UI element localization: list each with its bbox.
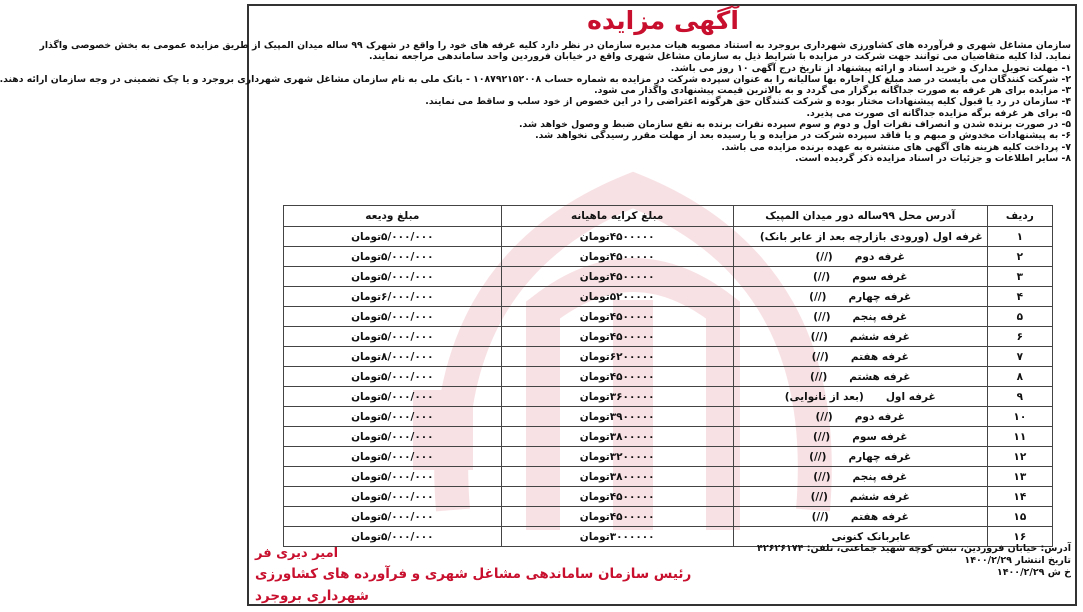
cell-row-number: ۲ bbox=[987, 247, 1052, 267]
cell-address-main: غرفه هشتم bbox=[849, 370, 911, 383]
cell-deposit: ۵/۰۰۰/۰۰۰تومان bbox=[284, 467, 502, 487]
table-row bbox=[284, 467, 1053, 487]
table-header-row bbox=[284, 206, 1053, 227]
intro-line: ۷- پرداخت کلیه هزینه های آگهی های منتشره به عهده برنده مزایده می باشد. bbox=[721, 141, 1071, 153]
cell-monthly-rent: ۶۲۰۰۰۰۰تومان bbox=[501, 347, 733, 367]
table-row bbox=[284, 307, 1053, 327]
cell-address bbox=[733, 327, 987, 347]
cell-address-note: (//) bbox=[813, 470, 831, 483]
cell-address-main: غرفه سوم bbox=[852, 430, 908, 443]
cell-row-number: ۱۱ bbox=[987, 427, 1052, 447]
intro-line: سازمان مشاغل شهری و فرآورده های کشاورزی شهرداری بروجرد به استناد مصوبه هیات مدیره سازمان در نظر دارد کلیه غرفه های خود را واقع در شهرک ۹۹ ساله میدان المپیک از طریق مزایده عمومی به بخش خصوصی واگذار bbox=[39, 40, 1071, 51]
cell-row-number: ۱۳ bbox=[987, 467, 1052, 487]
table-row bbox=[284, 407, 1053, 427]
cell-deposit: ۵/۰۰۰/۰۰۰تومان bbox=[284, 407, 502, 427]
table-row bbox=[284, 507, 1053, 527]
cell-address bbox=[733, 307, 987, 327]
cell-address-main: غرفه هفتم bbox=[850, 510, 909, 523]
cell-address bbox=[733, 267, 987, 287]
cell-deposit: ۵/۰۰۰/۰۰۰تومان bbox=[284, 487, 502, 507]
cell-monthly-rent: ۵۲۰۰۰۰۰تومان bbox=[501, 287, 733, 307]
cell-deposit: ۵/۰۰۰/۰۰۰تومان bbox=[284, 527, 502, 547]
footer-info bbox=[731, 543, 1071, 579]
table-row bbox=[284, 427, 1053, 447]
footer-publish-date: تاریخ انتشار ۱۴۰۰/۲/۲۹ bbox=[964, 555, 1071, 566]
cell-row-number: ۱۲ bbox=[987, 447, 1052, 467]
cell-address bbox=[733, 407, 987, 427]
cell-address bbox=[733, 387, 987, 407]
cell-address-note: (//) bbox=[810, 490, 828, 503]
cell-deposit: ۵/۰۰۰/۰۰۰تومان bbox=[284, 327, 502, 347]
cell-address-note: (//) bbox=[810, 370, 828, 383]
table-row bbox=[284, 347, 1053, 367]
intro-line: ۸- سایر اطلاعات و جزئیات در اسناد مزایده ذکر گردیده است. bbox=[795, 152, 1071, 164]
cell-address bbox=[733, 487, 987, 507]
signature-block bbox=[255, 545, 725, 607]
cell-address-note: (//) bbox=[809, 290, 827, 303]
cell-row-number: ۴ bbox=[987, 287, 1052, 307]
cell-monthly-rent: ۴۵۰۰۰۰۰تومان bbox=[501, 327, 733, 347]
cell-address-note: (//) bbox=[810, 330, 828, 343]
cell-monthly-rent: ۳۸۰۰۰۰۰تومان bbox=[501, 427, 733, 447]
table-row bbox=[284, 447, 1053, 467]
table-row bbox=[284, 487, 1053, 507]
cell-deposit: ۵/۰۰۰/۰۰۰تومان bbox=[284, 267, 502, 287]
cell-row-number: ۳ bbox=[987, 267, 1052, 287]
cell-address bbox=[733, 427, 987, 447]
table-row bbox=[284, 327, 1053, 347]
cell-deposit: ۵/۰۰۰/۰۰۰تومان bbox=[284, 247, 502, 267]
cell-address-main: غرفه دوم bbox=[854, 410, 905, 423]
cell-deposit: ۵/۰۰۰/۰۰۰تومان bbox=[284, 427, 502, 447]
cell-monthly-rent: ۳۸۰۰۰۰۰تومان bbox=[501, 467, 733, 487]
cell-row-number: ۱۴ bbox=[987, 487, 1052, 507]
cell-address-main: غرفه اول bbox=[885, 390, 936, 403]
cell-row-number: ۱۵ bbox=[987, 507, 1052, 527]
cell-row-number: ۱۰ bbox=[987, 407, 1052, 427]
cell-address-note: (//) bbox=[809, 450, 827, 463]
cell-deposit: ۵/۰۰۰/۰۰۰تومان bbox=[284, 367, 502, 387]
cell-deposit: ۵/۰۰۰/۰۰۰تومان bbox=[284, 227, 502, 247]
header-address: آدرس محل ۹۹ساله دور میدان المپیک bbox=[733, 206, 987, 227]
cell-address-note: (//) bbox=[813, 310, 831, 323]
intro-line: ۱- مهلت تحویل مدارک و خرید اسناد و ارائه پیشنهاد از تاریخ درج آگهی ۱۰ روز می باشد. bbox=[670, 62, 1071, 74]
cell-row-number: ۶ bbox=[987, 327, 1052, 347]
cell-monthly-rent: ۴۵۰۰۰۰۰تومان bbox=[501, 487, 733, 507]
cell-address bbox=[733, 247, 987, 267]
cell-address-main: غرفه ششم bbox=[849, 330, 910, 343]
cell-monthly-rent: ۳۲۰۰۰۰۰تومان bbox=[501, 447, 733, 467]
table-row bbox=[284, 287, 1053, 307]
cell-row-number: ۷ bbox=[987, 347, 1052, 367]
cell-deposit: ۵/۰۰۰/۰۰۰تومان bbox=[284, 447, 502, 467]
header-monthly-rent: مبلغ کرایه ماهیانه bbox=[501, 206, 733, 227]
cell-row-number: ۹ bbox=[987, 387, 1052, 407]
cell-monthly-rent: ۴۵۰۰۰۰۰تومان bbox=[501, 507, 733, 527]
header-deposit: مبلغ ودیعه bbox=[284, 206, 502, 227]
cell-deposit: ۵/۰۰۰/۰۰۰تومان bbox=[284, 307, 502, 327]
cell-monthly-rent: ۴۵۰۰۰۰۰تومان bbox=[501, 367, 733, 387]
cell-address-main: غرفه ششم bbox=[849, 490, 910, 503]
cell-address bbox=[733, 507, 987, 527]
header-row-number: ردیف bbox=[987, 206, 1052, 227]
intro-text bbox=[0, 40, 1071, 164]
cell-address bbox=[733, 467, 987, 487]
signatory-name: امیر دیری فر bbox=[255, 546, 339, 561]
cell-deposit: ۵/۰۰۰/۰۰۰تومان bbox=[284, 507, 502, 527]
intro-line: ۶- به پیشنهادات مخدوش و مبهم و یا فاقد سپرده شرکت در مزایده و یا رسیده بعد از مهلت مقرر رسیدگی نخواهد شد. bbox=[535, 130, 1071, 142]
cell-address-note: (//) bbox=[815, 250, 833, 263]
booth-table bbox=[283, 205, 1053, 547]
signatory-role: رئیس سازمان ساماندهی مشاغل شهری و فرآورده های کشاورزی شهرداری بروجرد bbox=[255, 566, 692, 604]
cell-address-note: (//) bbox=[811, 350, 829, 363]
cell-deposit: ۸/۰۰۰/۰۰۰تومان bbox=[284, 347, 502, 367]
cell-monthly-rent: ۳۰۰۰۰۰۰تومان bbox=[501, 527, 733, 547]
cell-row-number: ۸ bbox=[987, 367, 1052, 387]
footer-reference: خ ش ۱۴۰۰/۲/۲۹ bbox=[996, 567, 1071, 578]
cell-deposit: ۵/۰۰۰/۰۰۰تومان bbox=[284, 387, 502, 407]
cell-address-note: (//) bbox=[811, 510, 829, 523]
cell-deposit: ۶/۰۰۰/۰۰۰تومان bbox=[284, 287, 502, 307]
table-row bbox=[284, 247, 1053, 267]
cell-address-main: غرفه پنجم bbox=[852, 310, 908, 323]
cell-address-note: (//) bbox=[812, 430, 831, 443]
cell-address bbox=[733, 367, 987, 387]
cell-address bbox=[733, 227, 987, 247]
cell-address-main: غرفه هفتم bbox=[850, 350, 909, 363]
cell-row-number: ۱ bbox=[987, 227, 1052, 247]
cell-monthly-rent: ۴۵۰۰۰۰۰تومان bbox=[501, 267, 733, 287]
table-row bbox=[284, 367, 1053, 387]
intro-line: ۳- مزایده برای هر غرفه به صورت جداگانه برگزار می گردد و به بالاترین قیمت پیشنهادی واگذار می شود. bbox=[594, 85, 1071, 97]
cell-address bbox=[733, 287, 987, 307]
cell-address-main: غرفه سوم bbox=[852, 270, 908, 283]
intro-line: ۵- برای هر غرفه برگه مزایده جداگانه ای صورت می پذیرد. bbox=[806, 107, 1071, 119]
cell-address-note: (بعد از نانوایی) bbox=[784, 390, 864, 403]
table-row bbox=[284, 227, 1053, 247]
cell-address-main: عابربانک کنونی bbox=[831, 530, 911, 543]
cell-monthly-rent: ۳۶۰۰۰۰۰تومان bbox=[501, 387, 733, 407]
page-title: آگهی مزایده bbox=[587, 6, 739, 35]
intro-line: ۲- شرکت کنندگان می بایست در صد مبلغ کل اجاره بها سالیانه را به عنوان سپرده شرکت در مزایده به شماره حساب ۱۰۸۷۹۲۱۵۲۰۰۸ - بانک ملی به نام سازمان مشاغل شهری شهرداری بروجرد و یا چک تضمینی در وجه سازمان ارائه دهند. bbox=[0, 73, 1071, 85]
cell-monthly-rent: ۴۵۰۰۰۰۰تومان bbox=[501, 307, 733, 327]
cell-row-number: ۱۶ bbox=[987, 527, 1052, 547]
cell-monthly-rent: ۴۵۰۰۰۰۰تومان bbox=[501, 227, 733, 247]
cell-address-main: غرفه پنجم bbox=[852, 470, 908, 483]
cell-address-note: (//) bbox=[812, 270, 831, 283]
cell-row-number: ۵ bbox=[987, 307, 1052, 327]
cell-address-main: غرفه چهارم bbox=[848, 450, 912, 463]
cell-address bbox=[733, 447, 987, 467]
cell-address-main: غرفه اول (ورودی بازارچه بعد از عابر بانک) bbox=[759, 230, 983, 243]
intro-line: ۵- در صورت برنده شدن و انصراف نفرات اول و دوم و سوم سپرده نفرات برنده به نفع سازمان ضبط و وصول خواهد شد. bbox=[519, 119, 1071, 131]
cell-address-main: غرفه چهارم bbox=[848, 290, 912, 303]
cell-address-main: غرفه دوم bbox=[854, 250, 905, 263]
intro-line: نماید. لذا کلیه متقاضیان می توانند جهت شرکت در مزایده با شرایط ذیل به سازمان مشاغل شهری واقع در خیابان فروردین واحد ساماندهی مراجعه نمایند. bbox=[368, 51, 1071, 63]
cell-address bbox=[733, 347, 987, 367]
cell-monthly-rent: ۴۵۰۰۰۰۰تومان bbox=[501, 247, 733, 267]
table-row bbox=[284, 387, 1053, 407]
intro-line: ۴- سازمان در رد یا قبول کلیه پیشنهادات مختار بوده و شرکت کنندگان حق هرگونه اعتراضی را در این خصوص از خود سلب و ساقط می نمایند. bbox=[425, 96, 1071, 108]
cell-address-note: (//) bbox=[815, 410, 833, 423]
cell-monthly-rent: ۳۹۰۰۰۰۰تومان bbox=[501, 407, 733, 427]
table-row bbox=[284, 267, 1053, 287]
footer-address: آدرس: خیابان فروردین، نبش کوچه شهید جماعتی، تلفن: ۴۲۶۲۶۱۷۴ bbox=[757, 543, 1071, 554]
